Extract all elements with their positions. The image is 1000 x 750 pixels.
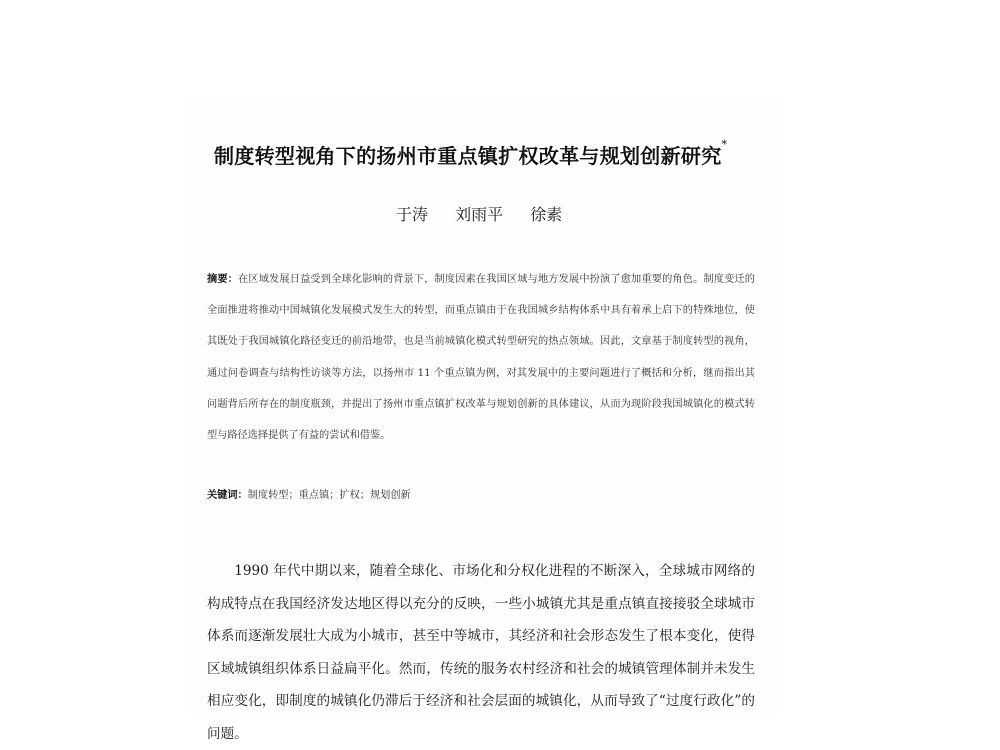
author-name: 徐素 bbox=[530, 205, 563, 224]
keywords-text: 制度转型；重点镇；扩权；规划创新 bbox=[247, 490, 411, 501]
paper-title bbox=[214, 140, 774, 169]
abstract-label: 摘要： bbox=[207, 273, 239, 285]
paper-title-text: 制度转型视角下的扬州市重点镇扩权改革与规划创新研究 bbox=[214, 144, 722, 168]
abstract bbox=[207, 264, 755, 451]
keywords bbox=[207, 486, 755, 501]
author-list bbox=[396, 202, 584, 225]
author-name: 于涛 bbox=[396, 205, 429, 224]
abstract-text: 在区域发展日益受到全球化影响的背景下，制度因素在我国区域与地方发展中扮演了愈加重要的角色。制度变迁的全面推进将推动中国城镇化发展模式发生大的转型，而重点镇由于在我国城乡结构体系中具有着承上启下的特殊地位，使其既处于我国城镇化路径变迁的前沿地带，也是当前城镇化模式转型研究的热点领域。因此，文章基于制度转型的视角，通过问卷调查与结构性访谈等方法，以扬州市 11 个重点镇为例，对其发展中的主要问题进行了概括和分析，继而指出其问题背后所存在的制度瓶颈，并提出了扬州市重点镇扩权改革与规划创新的具体建议，从而为现阶段我国城镇化的模式转型与路径选择提供了有益的尝试和借鉴。 bbox=[207, 274, 755, 442]
author-name: 刘雨平 bbox=[455, 205, 504, 224]
body-paragraph: 1990 年代中期以来，随着全球化、市场化和分权化进程的不断深入，全球城市网络的构成特点在我国经济发达地区得以充分的反映，一些小城镇尤其是重点镇直接接驳全球城市体系而逐渐发展壮大成为小城市，甚至中等城市，其经济和社会形态发生了根本变化，使得区域城镇组织体系日益扁平化。然而，传统的服务农村经济和社会的城镇管理体制并未发生相应变化，即制度的城镇化仍滞后于经济和社会层面的城镇化，从而导致了“过度行政化”的问题。 bbox=[207, 563, 755, 742]
title-footnote-mark: * bbox=[721, 138, 728, 151]
keywords-label: 关键词： bbox=[207, 489, 248, 501]
